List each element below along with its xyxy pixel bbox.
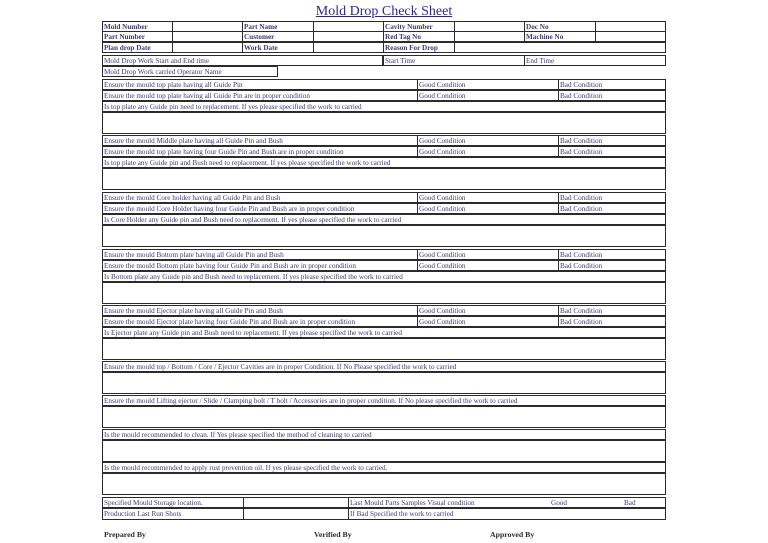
work-start-end-label: Mold Drop Work Start and End time <box>102 55 383 66</box>
verified-by-label: Verified By <box>314 530 352 539</box>
extra-check-question: Is the mould recommended to clean. If Yes please specified the method of cleaning to carried <box>102 429 666 440</box>
bad-condition-option[interactable]: Bad Condition <box>558 249 666 260</box>
plan-drop-date-field[interactable] <box>172 42 243 53</box>
remarks-box[interactable] <box>102 406 666 428</box>
replacement-question: Is top plate any Guide pin and Bush need to replacement. If yes please specified the work to carried <box>102 157 666 168</box>
part-number-field[interactable] <box>172 31 243 42</box>
good-condition-option[interactable]: Good Condition <box>417 260 559 271</box>
good-condition-option[interactable]: Good Condition <box>417 90 559 101</box>
check-question: Ensure the mould Bottom plate having four Guide Pin and Bush are in proper condition <box>102 260 418 271</box>
replacement-question: Is Core Holder any Guide pin and Bush need to replacement. If yes please specified the work to carried <box>102 214 666 225</box>
check-question: Ensure the mould Core holder having all Guide Pin and Bush <box>102 192 418 203</box>
doc-no-label: Doc No <box>524 21 596 32</box>
remarks-box[interactable] <box>102 372 666 394</box>
bad-condition-option[interactable]: Bad Condition <box>558 146 666 157</box>
end-time-label[interactable]: End Time <box>524 55 666 66</box>
replacement-question: Is Bottom plate any Guide pin and Bush need to replacement. If yes please specified the work to carried <box>102 271 666 282</box>
bad-option[interactable]: Bad <box>624 499 636 507</box>
remarks-box[interactable] <box>102 440 666 462</box>
reason-for-drop-label: Reason For Drop <box>383 42 455 53</box>
part-number-label: Part Number <box>102 31 173 42</box>
check-question: Ensure the mould Bottom plate having all Guide Pin and Bush <box>102 249 418 260</box>
good-condition-option[interactable]: Good Condition <box>417 316 559 327</box>
good-condition-option[interactable]: Good Condition <box>417 135 559 146</box>
check-question: Ensure the mould top plate having four Guide Pin and Bush are in proper condition <box>102 146 418 157</box>
check-question: Ensure the mould Ejector plate having four Guide Pin and Bush are in proper condition <box>102 316 418 327</box>
reason-for-drop-field[interactable] <box>454 42 666 53</box>
good-condition-option[interactable]: Good Condition <box>417 249 559 260</box>
good-condition-option[interactable]: Good Condition <box>417 146 559 157</box>
good-condition-option[interactable]: Good Condition <box>417 79 559 90</box>
machine-no-field[interactable] <box>595 31 666 42</box>
remarks-box[interactable] <box>102 112 666 134</box>
replacement-question: Is top plate any Guide pin need to replacement. If yes please specified the work to carried <box>102 101 666 112</box>
remarks-box[interactable] <box>102 282 666 304</box>
good-condition-option[interactable]: Good Condition <box>417 192 559 203</box>
mold-number-label: Mold Number <box>102 21 173 32</box>
good-condition-option[interactable]: Good Condition <box>417 203 559 214</box>
samples-visual-label: Last Mould Parts Samples Visual condition <box>350 499 475 507</box>
customer-label: Customer <box>242 31 314 42</box>
extra-check-question: Is the mould recommended to apply rust prevention oil. If yes please specified the work to carried. <box>102 462 666 473</box>
plan-drop-date-label: Plan drop Date <box>102 42 173 53</box>
red-tag-field[interactable] <box>454 31 525 42</box>
page-title: Mold Drop Check Sheet <box>315 4 453 19</box>
machine-no-label: Machine No <box>524 31 596 42</box>
extra-check-question: Ensure the mould top / Bottom / Core / Ejector Cavities are in proper Condition. If No Please specified the work to carried <box>102 361 666 372</box>
bad-condition-option[interactable]: Bad Condition <box>558 135 666 146</box>
start-time-label[interactable]: Start Time <box>383 55 525 66</box>
check-question: Ensure the mould top plate having all Guide Pin <box>102 79 418 90</box>
work-date-field[interactable] <box>313 42 384 53</box>
good-option[interactable]: Good <box>551 499 567 507</box>
bad-condition-option[interactable]: Bad Condition <box>558 305 666 316</box>
bad-condition-option[interactable]: Bad Condition <box>558 192 666 203</box>
part-name-label: Part Name <box>242 21 314 32</box>
cavity-number-label: Cavity Number <box>383 21 455 32</box>
red-tag-label: Red Tag No <box>383 31 455 42</box>
extra-check-question: Ensure the mould Lifting ejector / Slide / Clamping bolt / T bolt / Accessories are in proper condition. If No please specified the work to carried <box>102 395 666 406</box>
check-question: Ensure the mould Ejector plate having all Guide Pin and Bush <box>102 305 418 316</box>
storage-location-label: Specified Mould Storage location. <box>102 497 244 508</box>
bad-condition-option[interactable]: Bad Condition <box>558 316 666 327</box>
approved-by-label: Approved By <box>490 530 535 539</box>
remarks-box[interactable] <box>102 168 666 190</box>
last-run-shots-label: Production Last Run Shots <box>102 508 244 520</box>
bad-condition-option[interactable]: Bad Condition <box>558 203 666 214</box>
prepared-by-label: Prepared By <box>104 530 146 539</box>
bad-condition-option[interactable]: Bad Condition <box>558 79 666 90</box>
good-condition-option[interactable]: Good Condition <box>417 305 559 316</box>
remarks-box[interactable] <box>102 473 666 495</box>
storage-location-field[interactable] <box>243 497 349 508</box>
bad-condition-option[interactable]: Bad Condition <box>558 260 666 271</box>
check-question: Ensure the mould Core Holder having four Guide Pin and Bush are in proper condition <box>102 203 418 214</box>
customer-field[interactable] <box>313 31 384 42</box>
operator-name-label: Mold Drop Work carried Operator Name <box>102 66 278 77</box>
samples-visual-row <box>348 497 666 508</box>
bad-condition-option[interactable]: Bad Condition <box>558 90 666 101</box>
check-question: Ensure the mould Middle plate having all Guide Pin and Bush <box>102 135 418 146</box>
work-date-label: Work Date <box>242 42 314 53</box>
check-question: Ensure the mould top plate having all Guide Pin are in proper condition <box>102 90 418 101</box>
remarks-box[interactable] <box>102 225 666 247</box>
remarks-box[interactable] <box>102 338 666 360</box>
replacement-question: Is Ejector plate any Guide pin and Bush need to replacement. If yes please specified the work to carried <box>102 327 666 338</box>
if-bad-label[interactable]: If Bad Specified the work to carried <box>348 508 666 520</box>
last-run-shots-field[interactable] <box>243 508 349 520</box>
